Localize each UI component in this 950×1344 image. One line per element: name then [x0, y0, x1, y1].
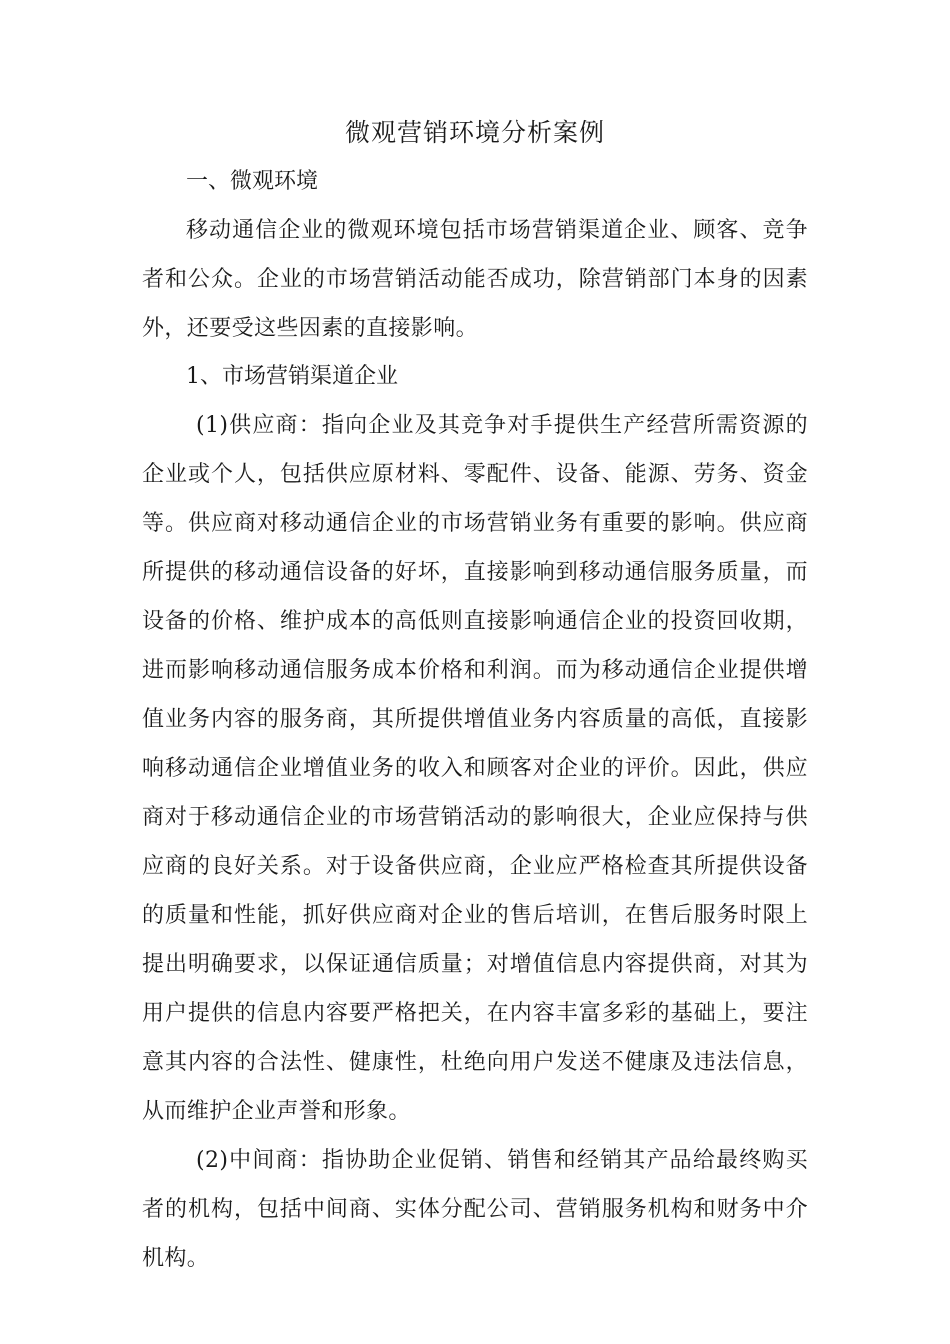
supplier-paragraph: (1)供应商：指向企业及其竞争对手提供生产经营所需资源的企业或个人，包括供应原材料、零配件、设备、能源、劳务、资金等。供应商对移动通信企业的市场营销业务有重要的影响。供应商所提供的移动通信设备的好坏，直接影响到移动通信服务质量，而设备的价格、维护成本的高低则直接影响通信企业的投资回收期，进而影响移动通信服务成本价格和利润。而为移动通信企业提供增值业务内容的服务商，其所提供增值业务内容质量的高低，直接影响移动通信企业增值业务的收入和顾客对企业的评价。因此，供应商对于移动通信企业的市场营销活动的影响很大，企业应保持与供应商的良好关系。对于设备供应商，企业应严格检查其所提供设备的质量和性能，抓好供应商对企业的售后培训，在售后服务时限上提出明确要求，以保证通信质量；对增值信息内容提供商，对其为用户提供的信息内容要严格把关，在内容丰富多彩的基础上，要注意其内容的合法性、健康性，杜绝向用户发送不健康及违法信息，从而维护企业声誉和形象。 — [142, 413, 808, 1124]
subsection-heading: 1、市场营销渠道企业 — [186, 364, 398, 389]
intermediary-paragraph: (2)中间商：指协助企业促销、销售和经销其产品给最终购买者的机构，包括中间商、实体分配公司、营销服务机构和财务中介机构。 — [142, 1148, 808, 1271]
document-title: 微观营销环境分析案例 — [344, 118, 605, 147]
section-heading: 一、微观环境 — [186, 169, 319, 194]
document-body — [142, 110, 808, 1283]
intro-paragraph: 移动通信企业的微观环境包括市场营销渠道企业、顾客、竞争者和公众。企业的市场营销活动能否成功，除营销部门本身的因素外，还要受这些因素的直接影响。 — [142, 218, 808, 341]
